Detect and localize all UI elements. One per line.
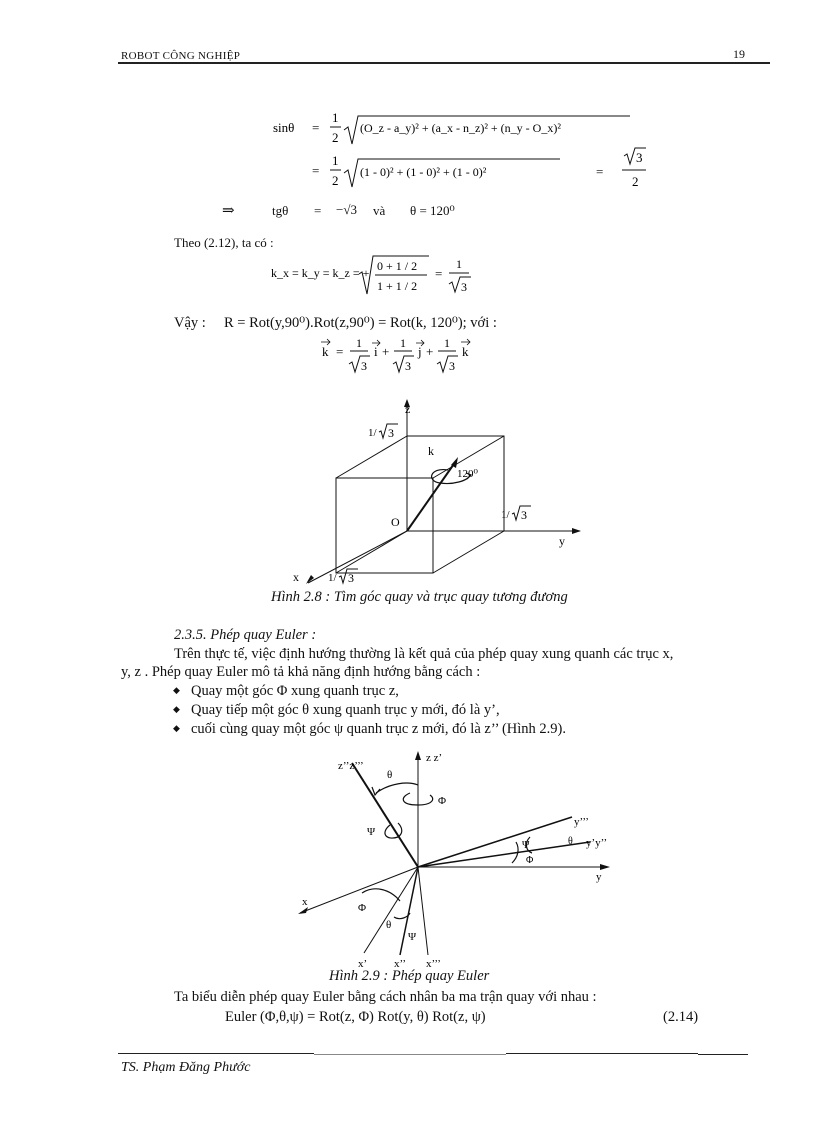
vay-expression: R = Rot(y,90⁰).Rot(z,90⁰) = Rot(k, 120⁰); với : [224,315,497,331]
k-frac-num: 1 [456,257,462,271]
svg-text:k: k [462,344,469,359]
fig29-x-label: x [302,896,308,908]
line2-radicand: (1 - 0)² + (1 - 0)² + (1 - 0)² [360,165,487,179]
svg-text:1: 1 [356,336,362,350]
svg-text:+: + [382,344,390,359]
figure-2-9-caption: Hình 2.9 : Phép quay Euler [329,968,490,984]
fig29-zzz-label: z’’z’’’ [338,760,364,772]
fig28-x-tick: 1/ [328,572,337,584]
footer-rule-4 [698,1054,748,1055]
fig29-x3-label: x’’’ [426,958,441,970]
tg-eq: = [314,203,322,218]
figure-2-9 [290,745,630,970]
k-lhs: k_x = k_y = k_z = + [271,266,370,280]
fig28-x-tick-root: 3 [348,571,354,585]
para1-line2: y, z . Phép quay Euler mô tả khả năng định hướng bằng cách : [121,664,481,680]
fig29-psi-left: Ψ [367,826,376,838]
sin-radicand: (O_z - a_y)² + (a_x - n_z)² + (n_y - O_x)² [360,121,561,135]
euler-equation: Euler (Φ,θ,ψ) = Rot(z, Φ) Rot(y, θ) Rot(z, ψ) [225,1009,486,1025]
running-header-title: ROBOT CÔNG NGHIỆP [121,50,241,62]
svg-text:3: 3 [361,359,367,373]
theo-line: Theo (2.12), ta có : [174,235,274,250]
fig29-y3-label: y’’’ [574,816,589,828]
fig29-phi-top: Φ [438,795,447,807]
para1-line1: Trên thực tế, việc định hướng thường là kết quả của phép quay xung quanh các trục x, [174,646,674,662]
frac2-num: 1 [332,153,339,168]
footer-rule-3 [506,1053,698,1054]
footer-rule-1 [118,1053,314,1054]
fig29-theta-right: θ [568,836,573,847]
equation-number: (2.14) [663,1009,699,1025]
bullet-text: Quay tiếp một góc θ xung quanh trục y mới, đó là y’, [191,702,500,718]
fig28-y-label: y [559,534,565,548]
svg-text:1: 1 [400,336,406,350]
frac1-den: 2 [332,130,339,145]
fig28-O-label: O [391,515,400,529]
bullet-item-1 [173,683,399,700]
para2: Ta biểu diễn phép quay Euler bằng cách nhân ba ma trận quay với nhau : [174,989,597,1005]
bullet-text: Quay một góc Φ xung quanh trục z, [191,683,399,699]
formula-k [265,250,485,298]
fig28-angle-label: 120⁰ [457,468,478,480]
implies-symbol: ⇒ [222,203,235,219]
bullet-icon: ◆ [173,685,180,695]
vay-label: Vậy : [174,315,206,331]
footer-author: TS. Phạm Đăng Phước [121,1060,251,1075]
eq-2: = [312,163,320,178]
fig29-phi-bottom: Φ [358,902,367,914]
fig29-y12-label: y’y’’ [586,837,608,849]
fig29-x1-label: x’ [358,958,368,970]
fig29-theta-bottom: θ [386,919,392,931]
eq-3: = [596,164,604,179]
svg-text:=: = [336,344,344,359]
header-rule [118,62,770,64]
fig28-y-tick: 1/ [501,509,510,521]
sin-lhs: sinθ [273,120,295,135]
frac2-den: 2 [332,173,339,188]
fig28-x-label: x [293,570,299,584]
k-den: 1 + 1 / 2 [377,279,418,293]
k-num: 0 + 1 / 2 [377,259,418,273]
page-number: 19 [733,47,745,61]
svg-text:i: i [374,344,378,359]
fig28-z-tick: 1/ [368,427,377,439]
fig29-phi-right: Φ [526,855,534,866]
fig28-k-label: k [428,444,434,458]
fig29-y-label: y [596,871,602,883]
svg-text:j: j [418,344,422,359]
bullet-text: cuối cùng quay một góc ψ quanh trục z mới, đó là z’’ (Hình 2.9). [191,721,566,737]
k-frac-den: 3 [461,280,467,294]
fig29-x2-label: x’’ [394,958,407,970]
k-eq: = [435,266,443,281]
svg-text:1: 1 [444,336,450,350]
svg-text:3: 3 [405,359,411,373]
fig28-z-label: z [405,402,411,416]
fig29-theta-top: θ [387,769,393,781]
svg-text:+: + [426,344,434,359]
bullet-item-3 [173,721,566,738]
fig29-psi-bottom: Ψ [408,931,417,943]
bullet-icon: ◆ [173,723,180,733]
formula-k-vector [316,332,496,380]
eq-1: = [312,120,320,135]
fig29-psi-right: Ψ [522,840,530,851]
theta-eq: θ = 120⁰ [410,203,455,218]
fig29-zz-label: z z’ [426,752,443,764]
svg-text:3: 3 [449,359,455,373]
bullet-item-2 [173,702,500,719]
fig28-z-tick-root: 3 [388,426,394,440]
frac3-den: 2 [632,174,639,189]
figure-2-8 [280,395,600,590]
svg-text:k: k [322,344,329,359]
footer-rule-2 [314,1054,506,1055]
sqrt3-num: 3 [636,150,643,165]
frac1-num: 1 [332,110,339,125]
formula-sin-theta [260,100,660,200]
section-title: 2.3.5. Phép quay Euler : [174,627,317,643]
bullet-icon: ◆ [173,704,180,714]
fig28-y-tick-root: 3 [521,508,527,522]
va-word: và [373,203,386,218]
figure-2-8-caption: Hình 2.8 : Tìm góc quay và trục quay tương đương [271,589,568,605]
tg-rhs: −√3 [336,202,357,217]
tg-lhs: tgθ [272,203,289,218]
